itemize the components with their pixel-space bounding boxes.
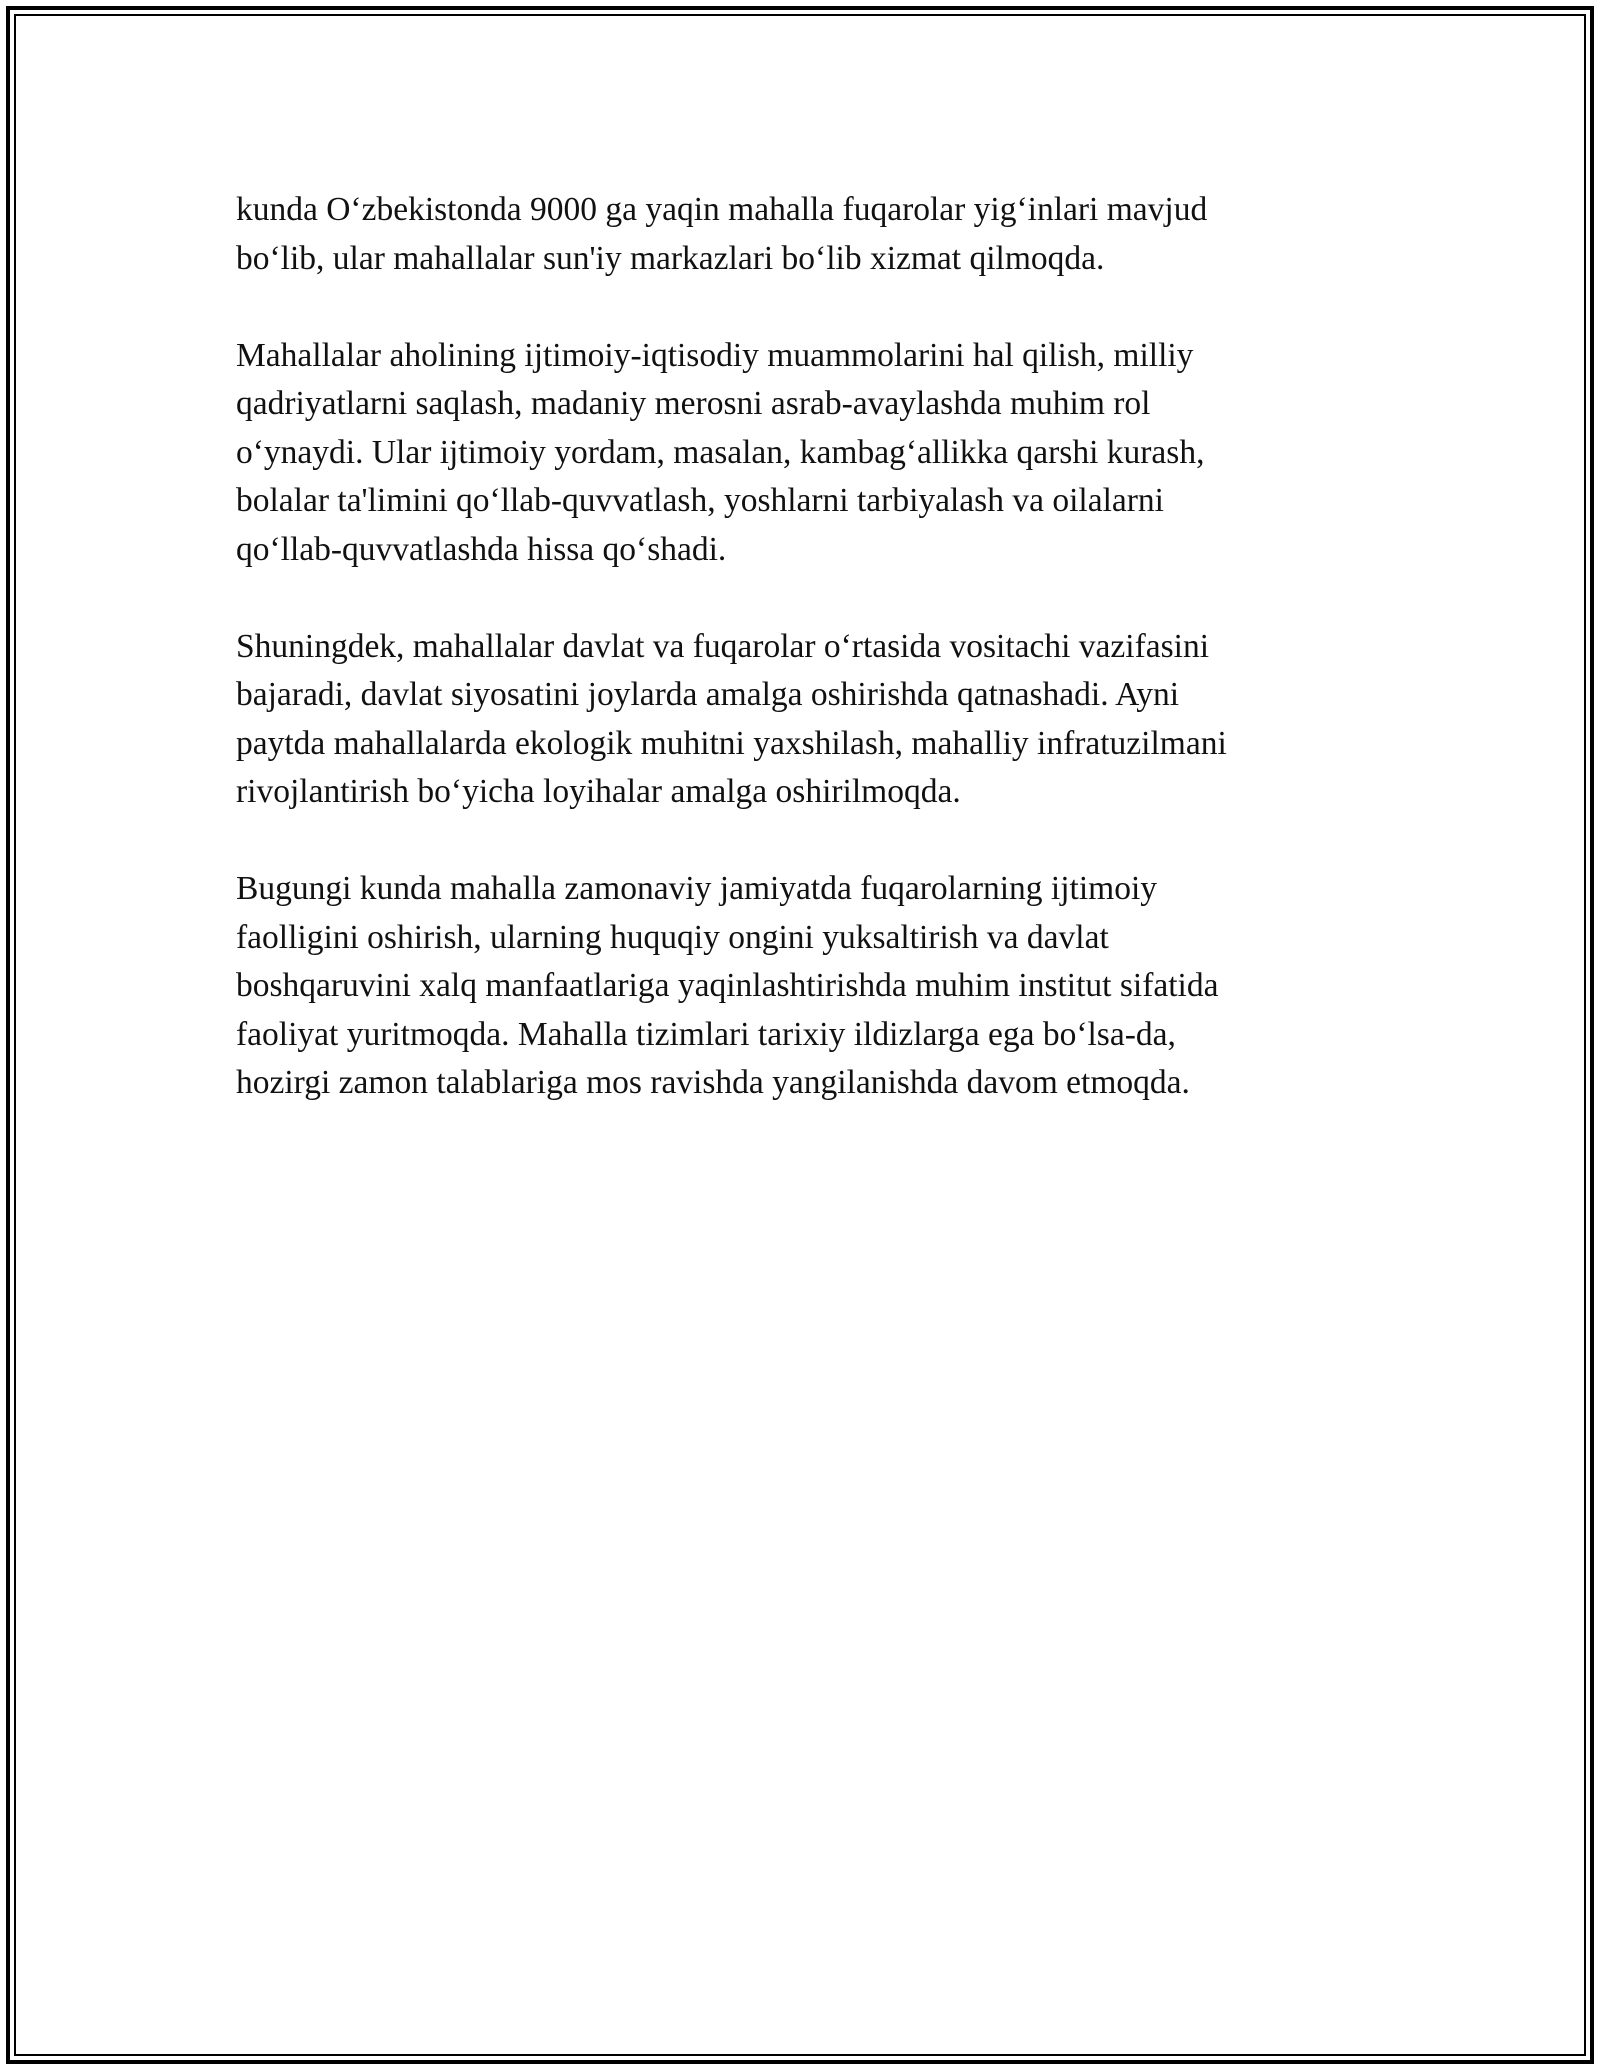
paragraph-1: kunda O‘zbekistonda 9000 ga yaqin mahalla fuqarolar yig‘inlari mavjud bo‘lib, ular mahallalar sun'iy markazlari bo‘lib xizmat qilmoqda. [236,191,1208,277]
paragraph-2: Mahallalar aholining ijtimoiy-iqtisodiy muammolarini hal qilish, milliy qadriyatlarni saqlash, madaniy merosni asrab-avaylashda muhim rol o‘ynaydi. Ular ijtimoiy yordam, masalan, kambag‘allikka qarshi kurash, bolalar ta'limini qo‘llab-quvvatlash, yoshlarni tarbiyalash va oilalarni qo‘llab-quvvatlashda hissa qo‘shadi. [236,336,1205,568]
document-body [236,186,1356,1156]
paragraph-4: Bugungi kunda mahalla zamonaviy jamiyatda fuqarolarning ijtimoiy faolligini oshirish, ularning huquqiy ongini yuksaltirish va davlat boshqaruvini xalq manfaatlariga yaqinlashtirishda muhim institut sifatida faoliyat yuritmoqda. Mahalla tizimlari tarixiy ildizlarga ega bo‘lsa-da, hozirgi zamon talablariga mos ravishda yangilanishda davom etmoqda. [236,870,1219,1101]
paragraph-3: Shuningdek, mahallalar davlat va fuqarolar o‘rtasida vositachi vazifasini bajaradi, davlat siyosatini joylarda amalga oshirishda qatnashadi. Ayni paytda mahallalarda ekologik muhitni yaxshilash, mahalliy infratuzilmani rivojlantirish bo‘yicha loyihalar amalga oshirilmoqda. [236,627,1227,810]
